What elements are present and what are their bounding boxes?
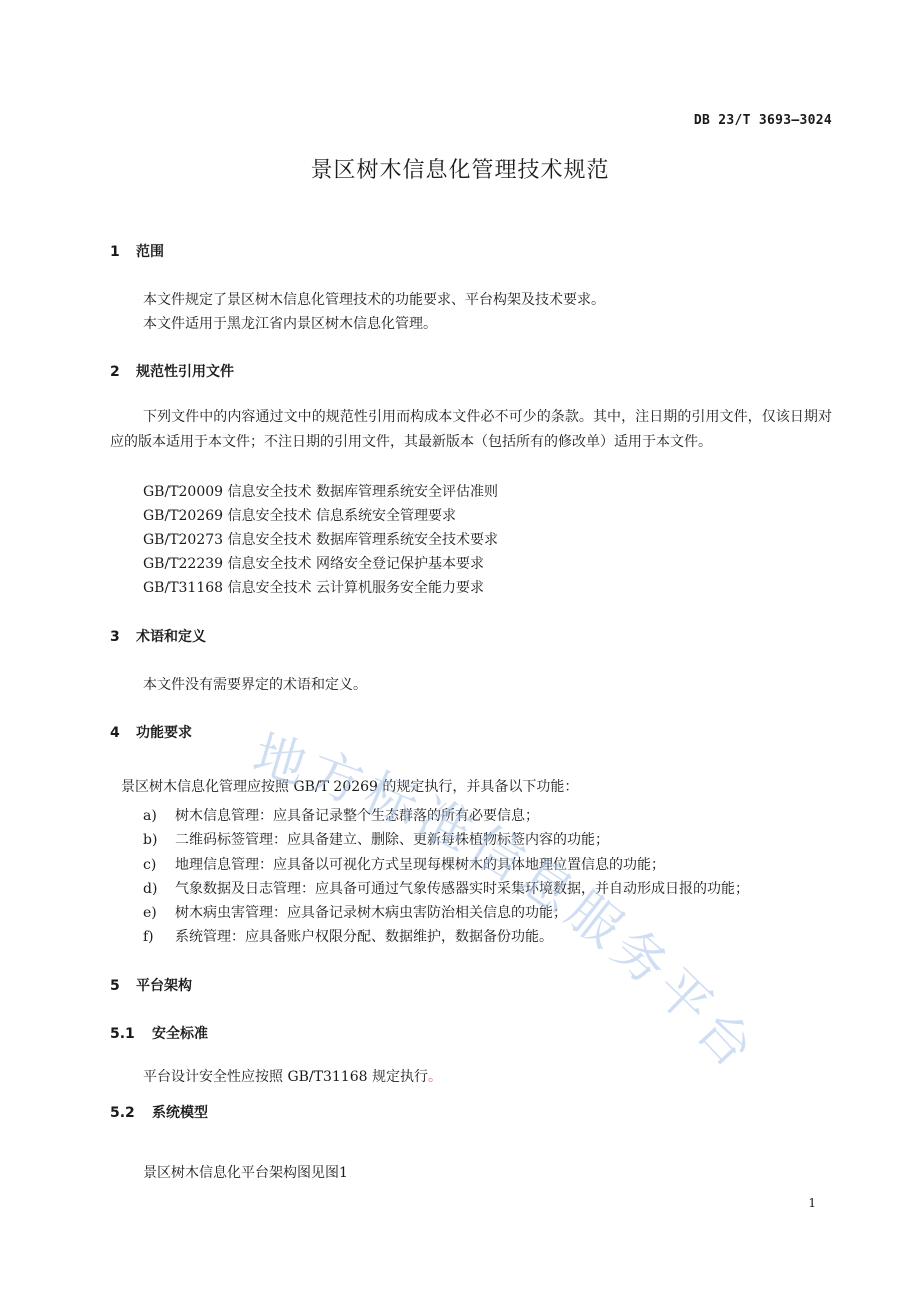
section-5-2-heading	[110, 1102, 208, 1122]
section-number: 4	[110, 725, 120, 741]
list-item-label: a)	[143, 808, 157, 824]
section-1-paragraph-2: 本文件适用于黑龙江省内景区树木信息化管理。	[143, 316, 437, 332]
list-item	[143, 902, 567, 922]
section-number: 5.1	[110, 1026, 135, 1042]
reference-item: GB/T22239 信息安全技术 网络安全登记保护基本要求	[143, 556, 484, 572]
reference-item: GB/T20009 信息安全技术 数据库管理系统安全评估准则	[143, 484, 498, 500]
list-item-text: 树木信息管理：应具备记录整个生态群落的所有必要信息；	[175, 808, 539, 824]
section-number: 5	[110, 978, 120, 994]
section-4-heading	[110, 722, 192, 742]
reference-item: GB/T20273 信息安全技术 数据库管理系统安全技术要求	[143, 532, 498, 548]
list-item-text: 系统管理：应具备账户权限分配、数据维护，数据备份功能。	[175, 929, 553, 945]
section-2-heading	[110, 361, 234, 381]
section-4-intro: 景区树木信息化管理应按照 GB/T 20269 的规定执行，并具备以下功能：	[121, 779, 579, 795]
list-item-label: c)	[143, 857, 157, 873]
list-item-text: 树木病虫害管理：应具备记录树木病虫害防治相关信息的功能；	[175, 905, 567, 921]
section-1-paragraph-1: 本文件规定了景区树木信息化管理技术的功能要求、平台构架及技术要求。	[143, 292, 605, 308]
section-5-1-paragraph	[143, 1066, 442, 1086]
document-title: 景区树木信息化管理技术规范	[310, 158, 610, 183]
reference-item: GB/T31168 信息安全技术 云计算机服务安全能力要求	[143, 580, 484, 596]
page-number: 1	[808, 1196, 816, 1210]
section-number: 2	[110, 364, 120, 380]
section-number: 3	[110, 629, 120, 645]
period-mark: 。	[427, 1069, 442, 1085]
list-item-text: 地理信息管理：应具备以可视化方式呈现每棵树木的具体地理位置信息的功能；	[175, 857, 665, 873]
section-1-heading	[110, 241, 164, 261]
section-title: 功能要求	[136, 725, 192, 741]
section-3-heading	[110, 626, 206, 646]
section-5-1-text: 平台设计安全性应按照 GB/T31168 规定执行	[143, 1069, 428, 1085]
section-title: 平台架构	[136, 978, 192, 994]
list-item-label: e)	[143, 905, 157, 921]
section-5-1-heading	[110, 1023, 208, 1043]
reference-item: GB/T20269 信息安全技术 信息系统安全管理要求	[143, 508, 456, 524]
section-title: 范围	[136, 244, 164, 260]
section-5-heading	[110, 975, 192, 995]
section-number: 5.2	[110, 1105, 135, 1121]
list-item	[143, 854, 665, 874]
section-title: 安全标准	[152, 1026, 208, 1042]
list-item	[143, 926, 553, 946]
list-item-label: d)	[143, 881, 158, 897]
section-title: 术语和定义	[136, 629, 206, 645]
watermark-text: 地方标准信息服务平台	[246, 724, 768, 1084]
section-5-2-paragraph: 景区树木信息化平台架构图见图1	[143, 1165, 348, 1181]
list-item	[143, 829, 609, 849]
list-item-text: 气象数据及日志管理：应具备可通过气象传感器实时采集环境数据，并自动形成日报的功能；	[175, 881, 749, 897]
section-3-paragraph: 本文件没有需要界定的术语和定义。	[143, 677, 367, 693]
list-item	[143, 878, 749, 898]
list-item	[143, 805, 539, 825]
section-2-intro-paragraph: 下列文件中的内容通过文中的规范性引用而构成本文件必不可少的条款。其中，注日期的引用文件，仅该日期对应的版本适用于本文件；不注日期的引用文件，其最新版本（包括所有的修改单）适用于本文件。	[110, 409, 832, 450]
list-item-label: b)	[143, 832, 158, 848]
list-item-text: 二维码标签管理：应具备建立、删除、更新每株植物标签内容的功能；	[175, 832, 609, 848]
list-item-label: f)	[143, 929, 154, 945]
section-number: 1	[110, 244, 120, 260]
section-title: 规范性引用文件	[136, 364, 234, 380]
document-code: DB 23/T 3693—3024	[693, 113, 832, 128]
section-title: 系统模型	[152, 1105, 208, 1121]
